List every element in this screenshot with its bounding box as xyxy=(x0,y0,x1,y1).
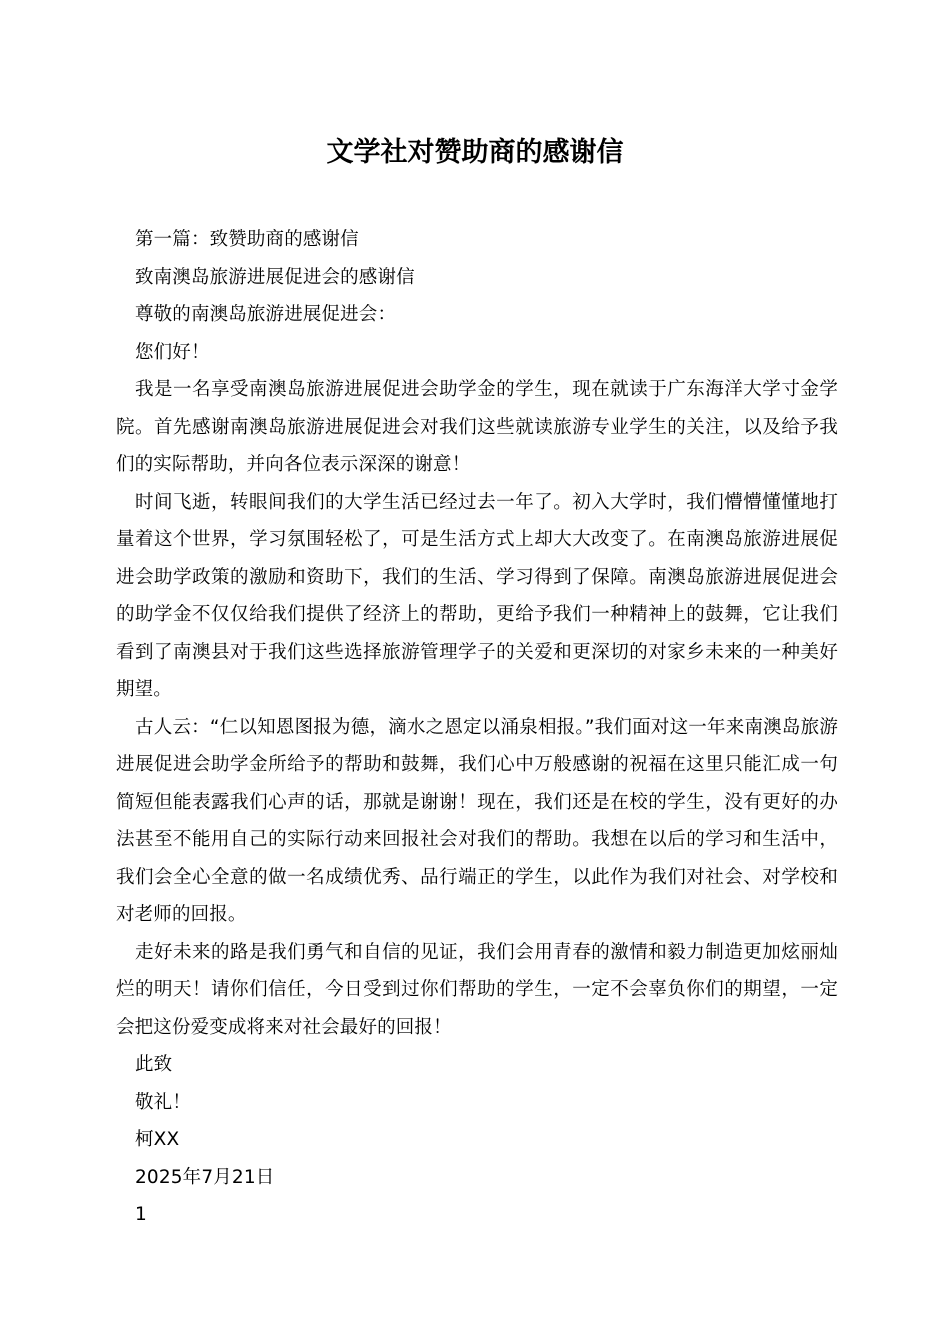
section-heading: 第一篇：致赞助商的感谢信 xyxy=(135,229,359,250)
closing-line: 此致 xyxy=(135,1054,173,1075)
closing-salute: 敬礼！ xyxy=(135,1091,191,1113)
letter-subject: 致南澳岛旅游进展促进会的感谢信 xyxy=(135,266,415,288)
paragraph: 走好未来的路是我们勇气和自信的见证，我们会用青春的激情和毅力制造更加炫丽灿烂的明天！请你们信任，今日受到过你们帮助的学生，一定不会辜负你们的期望，一定会把这份爱变成将来对社会最好的回报！ xyxy=(116,941,838,1038)
paragraph: 时间飞逝，转眼间我们的大学生活已经过去一年了。初入大学时，我们懵懵懂懂地打量着这个世界，学习氛围轻松了，可是生活方式上却大大改变了。在南澳岛旅游进展促进会助学政策的激励和资助下，我们的生活、学习得到了保障。南澳岛旅游进展促进会的助学金不仅仅给我们提供了经济上的帮助，更给予我们一种精神上的鼓舞，它让我们看到了南澳县对于我们这些选择旅游管理学子的关爱和更深切的对家乡未来的一种美好期望。 xyxy=(116,491,838,700)
paragraph: 我是一名享受南澳岛旅游进展促进会助学金的学生，现在就读于广东海洋大学寸金学院。首先感谢南澳岛旅游进展促进会对我们这些就读旅游专业学生的关注，以及给予我们的实际帮助，并向各位表示深深的谢意！ xyxy=(116,379,838,475)
date: 2025年7月21日 xyxy=(135,1166,275,1188)
document-body xyxy=(116,221,838,1234)
salutation: 尊敬的南澳岛旅游进展促进会： xyxy=(135,304,397,325)
page-number: 1 xyxy=(135,1204,147,1225)
greeting: 您们好！ xyxy=(135,341,210,363)
signature: 柯XX xyxy=(135,1129,180,1150)
document-title: 文学社对赞助商的感谢信 xyxy=(326,137,624,168)
paragraph: 古人云：“仁以知恩图报为德，滴水之恩定以涌泉相报。”我们面对这一年来南澳岛旅游进展促进会助学金所给予的帮助和鼓舞，我们心中万般感谢的祝福在这里只能汇成一句简短但能表露我们心声的话，那就是谢谢！现在，我们还是在校的学生，没有更好的办法甚至不能用自己的实际行动来回报社会对我们的帮助。我想在以后的学习和生活中，我们会全心全意的做一名成绩优秀、品行端正的学生，以此作为我们对社会、对学校和对老师的回报。 xyxy=(116,716,838,925)
